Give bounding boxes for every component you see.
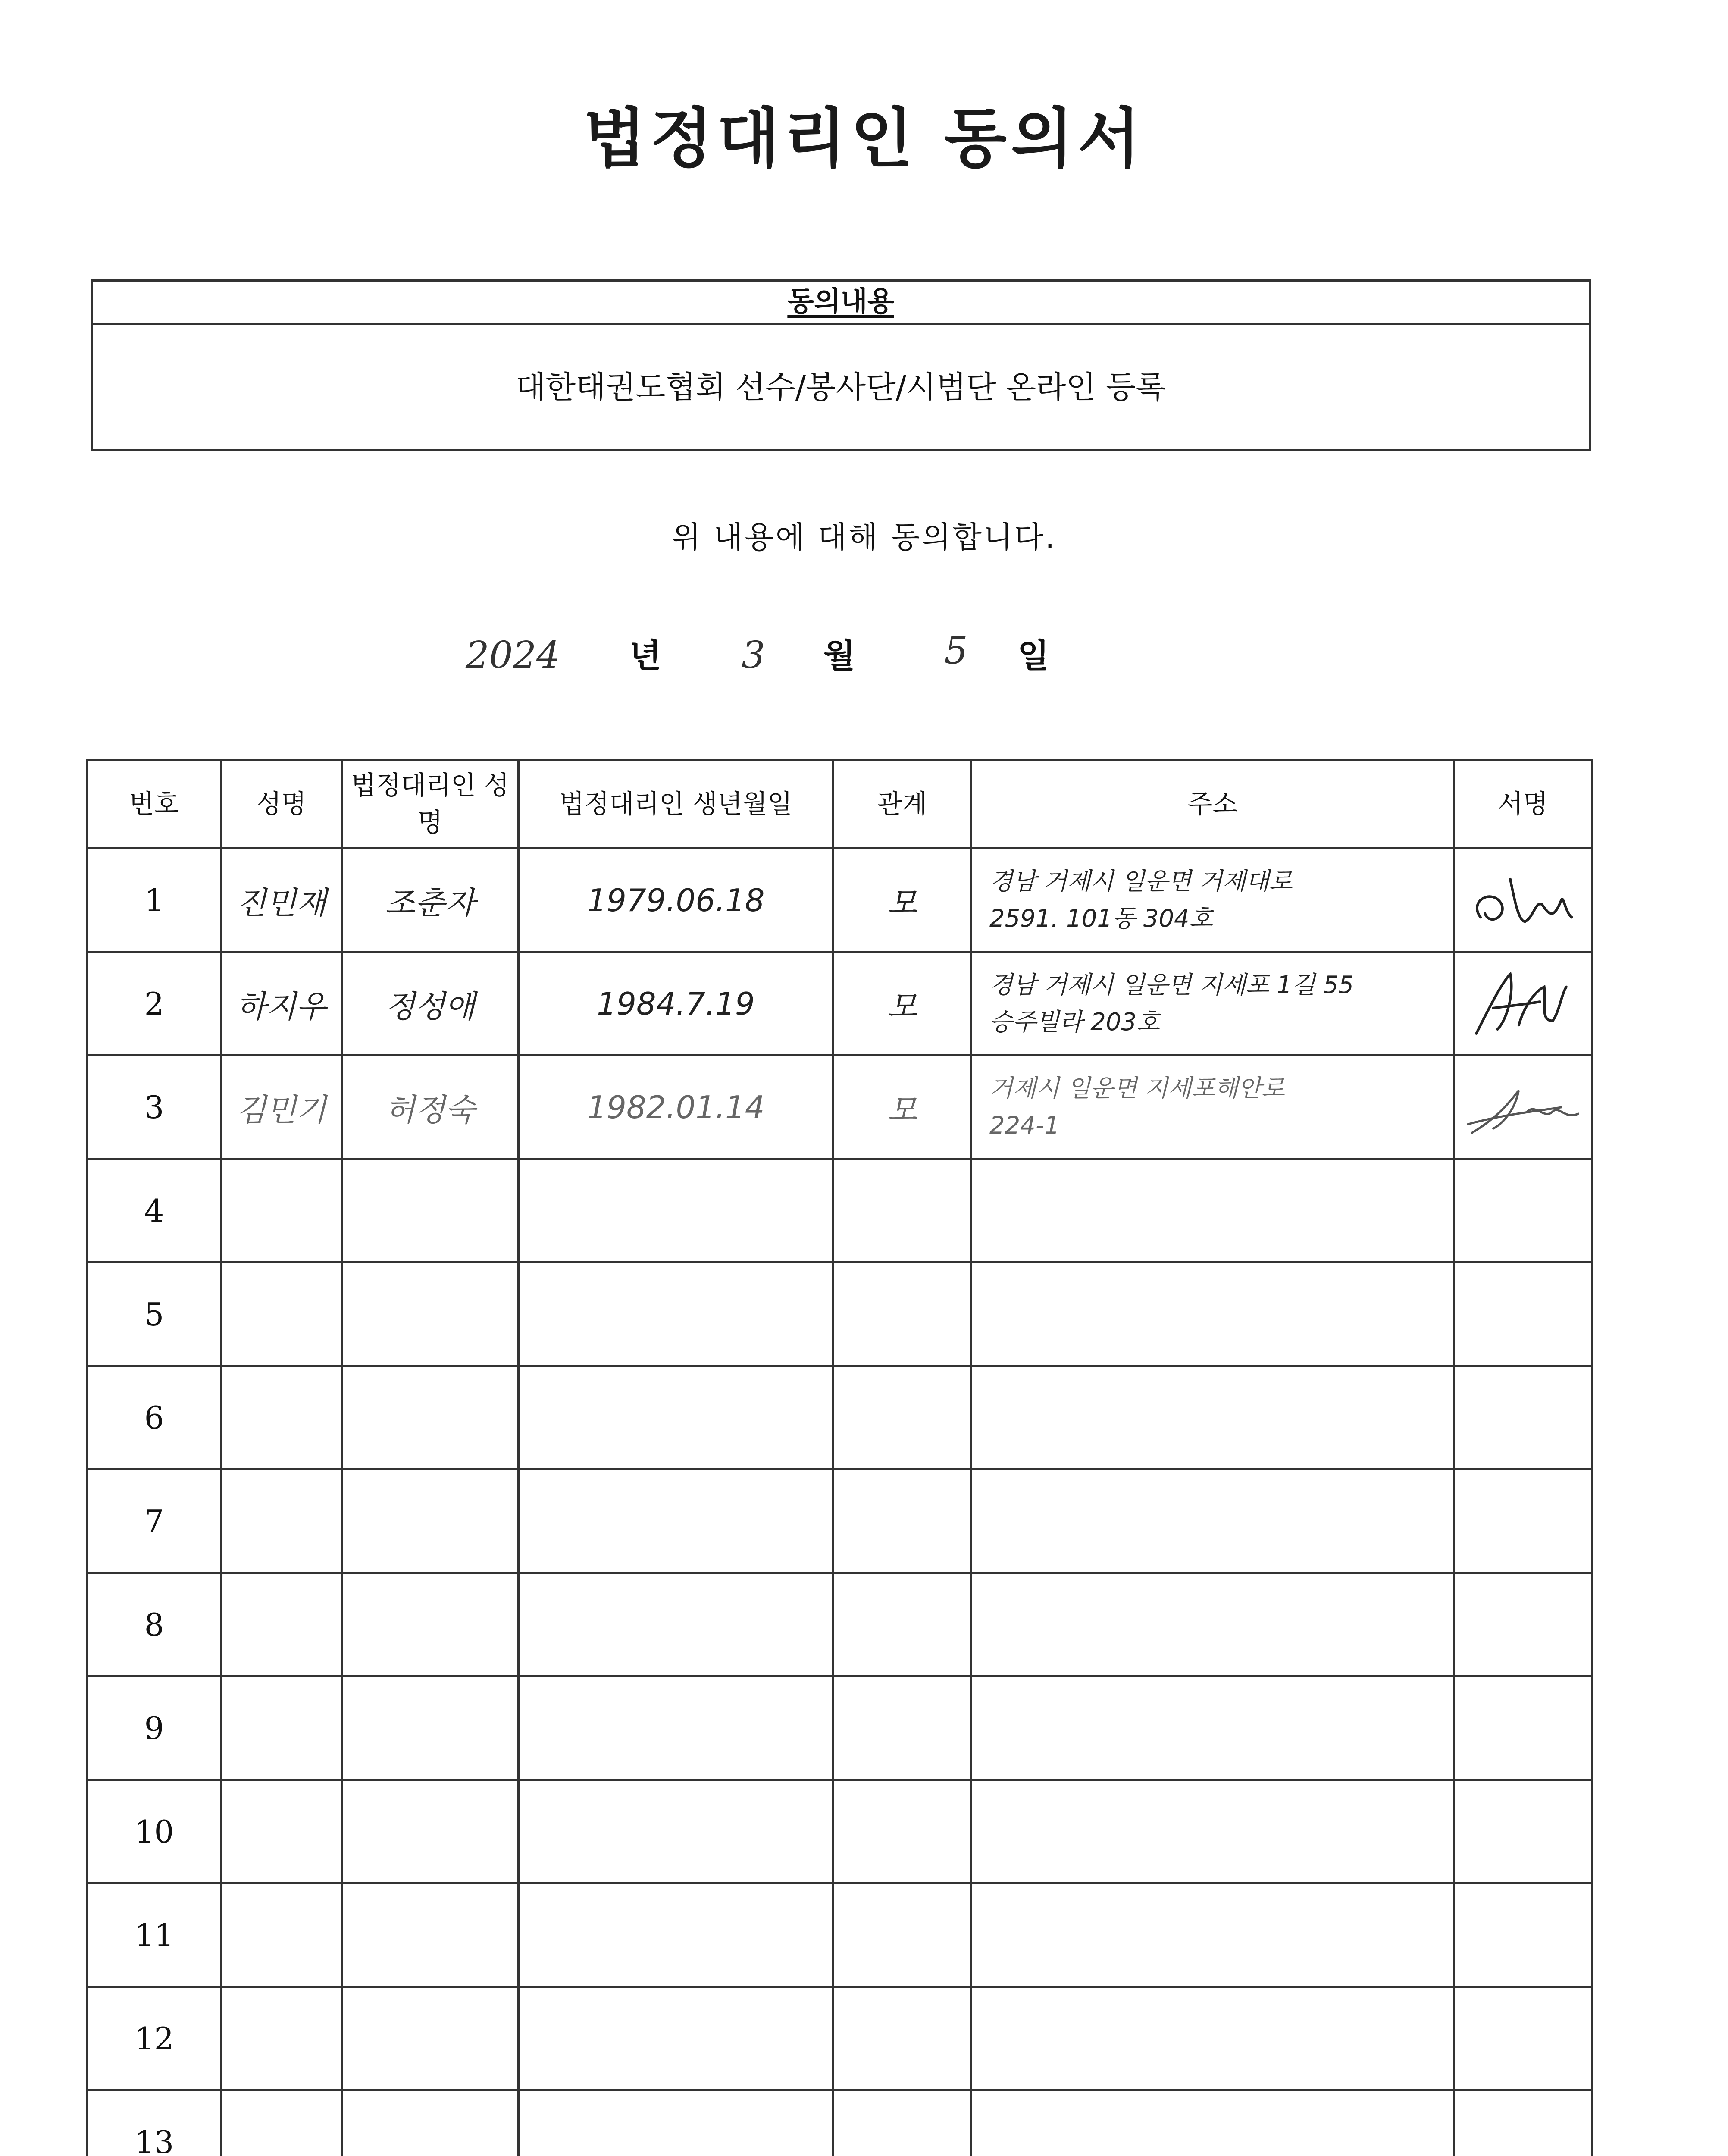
row-signature bbox=[1454, 1159, 1592, 1263]
row-birth bbox=[519, 1677, 833, 1780]
row-guardian-name: 정성애 bbox=[342, 952, 519, 1056]
header-address: 주소 bbox=[971, 760, 1454, 849]
row-guardian-name bbox=[342, 1780, 519, 1883]
row-signature bbox=[1454, 1263, 1592, 1366]
table-row bbox=[88, 1780, 1592, 1883]
row-no: 2 bbox=[88, 952, 221, 1056]
page-title: 법정대리인 동의서 bbox=[583, 101, 1145, 176]
row-address-line1: 거제시 일운면 지세포해안로 bbox=[989, 1074, 1285, 1103]
row-relation bbox=[833, 1677, 971, 1780]
row-relation bbox=[833, 1883, 971, 1987]
row-relation bbox=[833, 1470, 971, 1573]
row-birth bbox=[519, 1780, 833, 1883]
signature-mark bbox=[1455, 956, 1591, 1051]
date-month-label: 월 bbox=[823, 636, 855, 675]
table-row bbox=[88, 952, 1592, 1056]
consent-heading bbox=[93, 282, 1589, 325]
row-relation: 모 bbox=[833, 849, 971, 952]
row-birth: 1984.7.19 bbox=[519, 952, 833, 1056]
row-name bbox=[221, 1263, 342, 1366]
row-guardian-name bbox=[342, 1263, 519, 1366]
date-day-label: 일 bbox=[1017, 636, 1049, 675]
row-signature bbox=[1454, 1366, 1592, 1470]
table-row bbox=[88, 1263, 1592, 1366]
row-signature bbox=[1454, 1780, 1592, 1883]
table-row bbox=[88, 1056, 1592, 1159]
row-birth bbox=[519, 1470, 833, 1573]
row-name bbox=[221, 1159, 342, 1263]
header-no: 번호 bbox=[88, 760, 221, 849]
row-name bbox=[221, 1573, 342, 1677]
row-name: 하지우 bbox=[221, 952, 342, 1056]
row-address bbox=[971, 1677, 1454, 1780]
signature-mark bbox=[1455, 853, 1591, 948]
row-birth bbox=[519, 1263, 833, 1366]
row-birth bbox=[519, 1159, 833, 1263]
row-guardian-name bbox=[342, 1573, 519, 1677]
row-address-line2: 2591. 101동 304호 bbox=[989, 904, 1213, 933]
row-guardian-name bbox=[342, 1883, 519, 1987]
row-address bbox=[971, 1883, 1454, 1987]
row-address bbox=[971, 2090, 1454, 2156]
row-no: 10 bbox=[88, 1780, 221, 1883]
row-address bbox=[971, 1573, 1454, 1677]
table-row bbox=[88, 2090, 1592, 2156]
table-row bbox=[88, 1883, 1592, 1987]
row-name bbox=[221, 1366, 342, 1470]
row-address-line1: 경남 거제시 일운면 지세포 1길 55 bbox=[989, 971, 1354, 999]
row-relation bbox=[833, 1780, 971, 1883]
header-signature: 서명 bbox=[1454, 760, 1592, 849]
row-guardian-name bbox=[342, 1366, 519, 1470]
row-signature bbox=[1454, 2090, 1592, 2156]
date-year-label: 년 bbox=[629, 636, 661, 675]
row-guardian-name bbox=[342, 1159, 519, 1263]
date-day: 5 bbox=[944, 630, 968, 673]
row-address bbox=[971, 1780, 1454, 1883]
row-signature bbox=[1454, 1573, 1592, 1677]
row-address-line2: 승주빌라 203호 bbox=[989, 1008, 1160, 1036]
row-birth: 1982.01.14 bbox=[519, 1056, 833, 1159]
row-name bbox=[221, 1780, 342, 1883]
row-no: 13 bbox=[88, 2090, 221, 2156]
row-address-line1: 경남 거제시 일운면 거제대로 bbox=[989, 867, 1293, 896]
row-guardian-name bbox=[342, 1987, 519, 2090]
date-line bbox=[0, 621, 1728, 681]
header-relation: 관계 bbox=[833, 760, 971, 849]
row-name bbox=[221, 1677, 342, 1780]
row-signature bbox=[1454, 1987, 1592, 2090]
header-guardian-name: 법정대리인 성명 bbox=[342, 760, 519, 849]
row-name: 김민기 bbox=[221, 1056, 342, 1159]
row-address bbox=[971, 1366, 1454, 1470]
table-row bbox=[88, 1677, 1592, 1780]
table-row bbox=[88, 1159, 1592, 1263]
row-guardian-name: 허정숙 bbox=[342, 1056, 519, 1159]
row-no: 1 bbox=[88, 849, 221, 952]
signature-mark bbox=[1455, 1060, 1591, 1155]
row-address bbox=[971, 849, 1454, 952]
row-signature bbox=[1454, 952, 1592, 1056]
row-address bbox=[971, 1056, 1454, 1159]
table-header-row bbox=[88, 760, 1592, 849]
row-no: 6 bbox=[88, 1366, 221, 1470]
row-guardian-name: 조춘자 bbox=[342, 849, 519, 952]
row-relation bbox=[833, 1366, 971, 1470]
table-row bbox=[88, 1366, 1592, 1470]
row-no: 5 bbox=[88, 1263, 221, 1366]
agreement-statement: 위 내용에 대해 동의합니다. bbox=[671, 520, 1057, 555]
row-birth bbox=[519, 1366, 833, 1470]
row-relation bbox=[833, 1987, 971, 2090]
row-relation bbox=[833, 1263, 971, 1366]
row-signature bbox=[1454, 1056, 1592, 1159]
row-birth bbox=[519, 2090, 833, 2156]
table-row bbox=[88, 1987, 1592, 2090]
row-guardian-name bbox=[342, 1677, 519, 1780]
row-signature bbox=[1454, 849, 1592, 952]
table-row bbox=[88, 1573, 1592, 1677]
row-guardian-name bbox=[342, 1470, 519, 1573]
row-address bbox=[971, 1470, 1454, 1573]
row-relation bbox=[833, 1159, 971, 1263]
row-name bbox=[221, 2090, 342, 2156]
row-birth bbox=[519, 1883, 833, 1987]
row-no: 12 bbox=[88, 1987, 221, 2090]
row-address bbox=[971, 952, 1454, 1056]
row-signature bbox=[1454, 1883, 1592, 1987]
consent-box bbox=[91, 279, 1591, 451]
row-relation bbox=[833, 2090, 971, 2156]
guardian-table bbox=[86, 759, 1593, 2156]
date-month: 3 bbox=[742, 634, 765, 677]
row-name bbox=[221, 1883, 342, 1987]
row-no: 8 bbox=[88, 1573, 221, 1677]
row-guardian-name bbox=[342, 2090, 519, 2156]
consent-heading-text: 동의내용 bbox=[787, 286, 894, 318]
row-name bbox=[221, 1987, 342, 2090]
date-year: 2024 bbox=[466, 634, 560, 677]
consent-body: 대한태권도협회 선수/봉사단/시범단 온라인 등록 bbox=[515, 369, 1166, 405]
table-row bbox=[88, 1470, 1592, 1573]
row-relation bbox=[833, 1573, 971, 1677]
row-signature bbox=[1454, 1470, 1592, 1573]
row-birth bbox=[519, 1987, 833, 2090]
row-no: 3 bbox=[88, 1056, 221, 1159]
row-address bbox=[971, 1159, 1454, 1263]
table-row bbox=[88, 849, 1592, 952]
row-relation: 모 bbox=[833, 952, 971, 1056]
header-name: 성명 bbox=[221, 760, 342, 849]
row-name bbox=[221, 1470, 342, 1573]
row-no: 9 bbox=[88, 1677, 221, 1780]
row-no: 4 bbox=[88, 1159, 221, 1263]
header-guardian-birth: 법정대리인 생년월일 bbox=[519, 760, 833, 849]
row-name: 진민재 bbox=[221, 849, 342, 952]
row-no: 7 bbox=[88, 1470, 221, 1573]
row-address bbox=[971, 1263, 1454, 1366]
row-no: 11 bbox=[88, 1883, 221, 1987]
row-address bbox=[971, 1987, 1454, 2090]
row-birth: 1979.06.18 bbox=[519, 849, 833, 952]
row-address-line2: 224-1 bbox=[989, 1111, 1060, 1140]
row-birth bbox=[519, 1573, 833, 1677]
row-signature bbox=[1454, 1677, 1592, 1780]
row-relation: 모 bbox=[833, 1056, 971, 1159]
